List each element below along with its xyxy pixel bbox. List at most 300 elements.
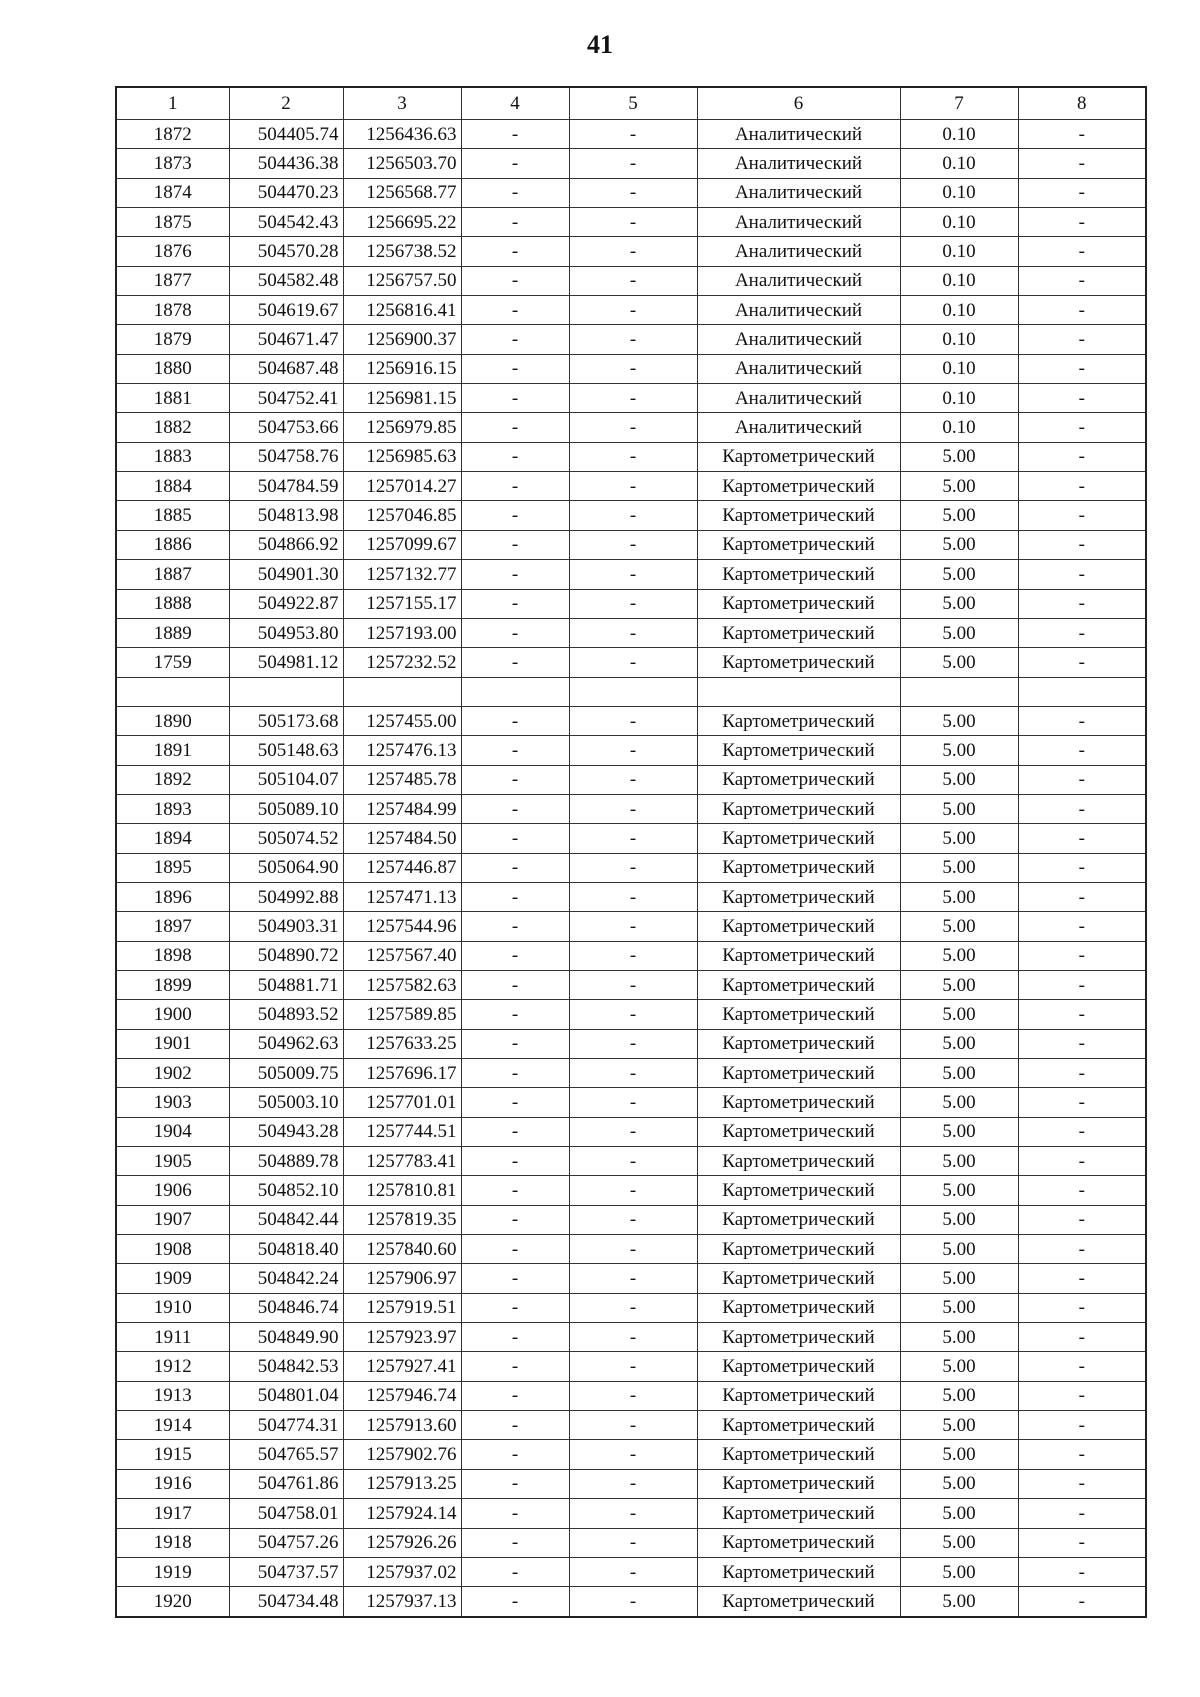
table-cell: - [569, 1029, 697, 1058]
table-cell: 1256900.37 [343, 325, 461, 354]
table-cell: - [569, 296, 697, 325]
table-cell: - [461, 1587, 569, 1617]
table-cell: 1912 [116, 1352, 229, 1381]
table-cell: - [569, 1557, 697, 1586]
table-cell: 504943.28 [229, 1117, 343, 1146]
table-cell: - [1018, 178, 1146, 207]
table-cell: - [569, 706, 697, 735]
table-cell: 1257810.81 [343, 1176, 461, 1205]
table-cell: Картометрический [697, 970, 900, 999]
table-cell: - [569, 1499, 697, 1528]
table-cell: 5.00 [900, 853, 1018, 882]
table-cell: 505173.68 [229, 706, 343, 735]
table-cell: Картометрический [697, 1147, 900, 1176]
table-cell: - [1018, 1528, 1146, 1557]
table-cell: 1257582.63 [343, 970, 461, 999]
column-header: 1 [116, 87, 229, 120]
table-cell: - [1018, 1352, 1146, 1381]
table-cell [900, 677, 1018, 706]
table-cell: - [569, 325, 697, 354]
table-cell: - [1018, 794, 1146, 823]
table-cell: 5.00 [900, 1440, 1018, 1469]
table-cell: 5.00 [900, 941, 1018, 970]
table-cell: 5.00 [900, 530, 1018, 559]
table-cell: Картометрический [697, 824, 900, 853]
table-cell: - [569, 853, 697, 882]
table-cell: 1256981.15 [343, 384, 461, 413]
table-cell: Картометрический [697, 1587, 900, 1617]
table-cell: Аналитический [697, 266, 900, 295]
table-cell: - [461, 824, 569, 853]
table-cell: 504784.59 [229, 472, 343, 501]
table-cell: - [461, 970, 569, 999]
column-header: 6 [697, 87, 900, 120]
table-cell: - [569, 413, 697, 442]
table-cell: Картометрический [697, 1117, 900, 1146]
table-cell: Аналитический [697, 413, 900, 442]
table-cell: 1257913.25 [343, 1469, 461, 1498]
table-cell: Картометрический [697, 1352, 900, 1381]
table-cell: Картометрический [697, 501, 900, 530]
table-cell: 1904 [116, 1117, 229, 1146]
table-cell: Картометрический [697, 560, 900, 589]
table-cell: - [569, 1235, 697, 1264]
table-cell: Картометрический [697, 442, 900, 471]
table-cell: 504734.48 [229, 1587, 343, 1617]
table-cell: - [461, 1440, 569, 1469]
table-cell: - [461, 1147, 569, 1176]
table-cell: 1257046.85 [343, 501, 461, 530]
table-cell: 504753.66 [229, 413, 343, 442]
table-cell: 505003.10 [229, 1088, 343, 1117]
table-cell: - [461, 941, 569, 970]
table-cell: - [1018, 384, 1146, 413]
table-cell: - [1018, 1499, 1146, 1528]
table-cell: - [461, 1557, 569, 1586]
table-cell: - [569, 384, 697, 413]
table-cell: - [461, 354, 569, 383]
table-row [116, 530, 1146, 559]
table-cell: - [461, 1088, 569, 1117]
table-cell: 504470.23 [229, 178, 343, 207]
table-cell: 1885 [116, 501, 229, 530]
table-cell: 505089.10 [229, 794, 343, 823]
table-cell: 1257132.77 [343, 560, 461, 589]
table-row [116, 384, 1146, 413]
table-cell: - [1018, 618, 1146, 647]
table-cell: 5.00 [900, 1205, 1018, 1234]
table-cell: 1906 [116, 1176, 229, 1205]
table-cell: 5.00 [900, 648, 1018, 677]
table-cell: - [569, 1528, 697, 1557]
table-cell: - [569, 1381, 697, 1410]
table-row [116, 1411, 1146, 1440]
table-cell: Картометрический [697, 1411, 900, 1440]
table-cell: 504818.40 [229, 1235, 343, 1264]
table-cell: 5.00 [900, 1147, 1018, 1176]
table-cell: Картометрический [697, 1029, 900, 1058]
table-cell: 1887 [116, 560, 229, 589]
table-cell: 1907 [116, 1205, 229, 1234]
table-cell: 1256436.63 [343, 120, 461, 149]
table-cell: 1257902.76 [343, 1440, 461, 1469]
table-cell [697, 677, 900, 706]
table-cell: 1915 [116, 1440, 229, 1469]
table-cell: - [569, 501, 697, 530]
table-cell: 1913 [116, 1381, 229, 1410]
table-cell: 504757.26 [229, 1528, 343, 1557]
table-cell: 1257099.67 [343, 530, 461, 559]
table-cell: - [461, 560, 569, 589]
table-cell: 1911 [116, 1323, 229, 1352]
table-row [116, 1059, 1146, 1088]
table-cell: 504893.52 [229, 1000, 343, 1029]
table-row [116, 1352, 1146, 1381]
table-cell: Картометрический [697, 1088, 900, 1117]
table-cell: - [1018, 853, 1146, 882]
coordinates-table [115, 86, 1147, 1618]
table-cell: Картометрический [697, 1528, 900, 1557]
table-cell: 5.00 [900, 1000, 1018, 1029]
table-cell: - [569, 1587, 697, 1617]
table-cell: - [1018, 1587, 1146, 1617]
table-cell: 1257471.13 [343, 882, 461, 911]
table-cell: 1882 [116, 413, 229, 442]
table-cell: 0.10 [900, 384, 1018, 413]
table-cell: 5.00 [900, 736, 1018, 765]
table-cell: 1257589.85 [343, 1000, 461, 1029]
table-cell: 5.00 [900, 589, 1018, 618]
table-cell [1018, 677, 1146, 706]
table-cell: - [1018, 1176, 1146, 1205]
table-cell: - [1018, 237, 1146, 266]
table-cell: 504962.63 [229, 1029, 343, 1058]
table-cell: - [569, 560, 697, 589]
table-row [116, 1499, 1146, 1528]
table-cell: 504582.48 [229, 266, 343, 295]
table-cell: - [1018, 1235, 1146, 1264]
table-row [116, 736, 1146, 765]
table-row [116, 794, 1146, 823]
table-cell: Аналитический [697, 149, 900, 178]
table-cell: - [569, 1147, 697, 1176]
table-cell: 5.00 [900, 618, 1018, 647]
table-cell: 5.00 [900, 1587, 1018, 1617]
table-cell: 1892 [116, 765, 229, 794]
table-cell: 1256979.85 [343, 413, 461, 442]
table-cell: - [569, 648, 697, 677]
table-cell: - [1018, 912, 1146, 941]
table-cell: 1899 [116, 970, 229, 999]
column-header: 4 [461, 87, 569, 120]
table-cell: - [461, 1469, 569, 1498]
table-cell: 1257926.26 [343, 1528, 461, 1557]
table-cell: 5.00 [900, 1235, 1018, 1264]
table-cell: 1256503.70 [343, 149, 461, 178]
table-cell: - [569, 1323, 697, 1352]
table-cell: 1257484.50 [343, 824, 461, 853]
table-cell: - [1018, 1059, 1146, 1088]
table-cell: - [1018, 442, 1146, 471]
table-cell: 1900 [116, 1000, 229, 1029]
table-cell: - [461, 472, 569, 501]
table-cell: - [1018, 1088, 1146, 1117]
table-cell: Картометрический [697, 1440, 900, 1469]
table-row [116, 1323, 1146, 1352]
table-cell: 504846.74 [229, 1293, 343, 1322]
table-cell: 5.00 [900, 1176, 1018, 1205]
table-row [116, 560, 1146, 589]
table-cell: - [1018, 149, 1146, 178]
table-cell: 1902 [116, 1059, 229, 1088]
table-cell: - [569, 178, 697, 207]
table-cell: Картометрический [697, 1205, 900, 1234]
table-cell: - [1018, 1117, 1146, 1146]
table-cell: 5.00 [900, 1557, 1018, 1586]
table-cell: 1919 [116, 1557, 229, 1586]
table-cell: - [1018, 736, 1146, 765]
table-cell: 0.10 [900, 237, 1018, 266]
table-cell: 505104.07 [229, 765, 343, 794]
table-cell: 505148.63 [229, 736, 343, 765]
table-cell: - [569, 1176, 697, 1205]
table-row [116, 1088, 1146, 1117]
table-cell: Картометрический [697, 1176, 900, 1205]
table-cell: 1257937.13 [343, 1587, 461, 1617]
table-cell: - [1018, 1264, 1146, 1293]
table-cell [569, 677, 697, 706]
table-cell: 504981.12 [229, 648, 343, 677]
table-cell: - [461, 1381, 569, 1410]
table-cell: 5.00 [900, 501, 1018, 530]
table-cell: 504953.80 [229, 618, 343, 647]
table-cell: 0.10 [900, 266, 1018, 295]
table-cell: 504992.88 [229, 882, 343, 911]
table-cell: Аналитический [697, 325, 900, 354]
table-cell: - [461, 912, 569, 941]
table-cell: 1257924.14 [343, 1499, 461, 1528]
table-cell: 1257927.41 [343, 1352, 461, 1381]
table-body [116, 87, 1146, 1617]
table-row [116, 618, 1146, 647]
table-cell: 1257446.87 [343, 853, 461, 882]
table-cell: 5.00 [900, 1029, 1018, 1058]
table-cell: 5.00 [900, 1411, 1018, 1440]
table-cell: 1898 [116, 941, 229, 970]
table-cell: 1880 [116, 354, 229, 383]
table-row [116, 266, 1146, 295]
table-cell: Картометрический [697, 1557, 900, 1586]
table-cell: Аналитический [697, 178, 900, 207]
table-cell: 504842.53 [229, 1352, 343, 1381]
table-cell: - [1018, 413, 1146, 442]
table-row [116, 1264, 1146, 1293]
table-cell: Картометрический [697, 1499, 900, 1528]
table-cell: - [1018, 501, 1146, 530]
table-cell: - [1018, 266, 1146, 295]
table-cell: Картометрический [697, 736, 900, 765]
table-cell: 1257633.25 [343, 1029, 461, 1058]
table-cell: 1877 [116, 266, 229, 295]
table-cell: 504901.30 [229, 560, 343, 589]
table-cell: 1890 [116, 706, 229, 735]
table-cell: 1891 [116, 736, 229, 765]
table-cell: 1879 [116, 325, 229, 354]
table-cell: - [569, 589, 697, 618]
table-cell: - [1018, 1000, 1146, 1029]
table-cell: 5.00 [900, 1499, 1018, 1528]
table-cell [116, 677, 229, 706]
table-cell: 1910 [116, 1293, 229, 1322]
table-cell [229, 677, 343, 706]
table-cell: 504436.38 [229, 149, 343, 178]
table-cell: 0.10 [900, 296, 1018, 325]
table-cell: 1257919.51 [343, 1293, 461, 1322]
table-cell: 0.10 [900, 149, 1018, 178]
table-cell: 1759 [116, 648, 229, 677]
table-cell: 5.00 [900, 442, 1018, 471]
table-cell: 504758.01 [229, 1499, 343, 1528]
table-cell: Картометрический [697, 1000, 900, 1029]
table-cell: 5.00 [900, 794, 1018, 823]
table-cell: 5.00 [900, 1352, 1018, 1381]
table-cell [461, 677, 569, 706]
table-cell: Картометрический [697, 1469, 900, 1498]
table-cell: 1883 [116, 442, 229, 471]
table-cell: 1257701.01 [343, 1088, 461, 1117]
table-row [116, 1000, 1146, 1029]
table-cell: 1257193.00 [343, 618, 461, 647]
table-cell: - [461, 648, 569, 677]
table-cell: 504903.31 [229, 912, 343, 941]
table-cell: - [461, 736, 569, 765]
table-cell: - [461, 1176, 569, 1205]
table-cell: 1884 [116, 472, 229, 501]
table-cell: Аналитический [697, 296, 900, 325]
table-row [116, 413, 1146, 442]
table-cell: - [569, 208, 697, 237]
table-cell: 5.00 [900, 1088, 1018, 1117]
table-cell: - [461, 618, 569, 647]
table-cell: 1257544.96 [343, 912, 461, 941]
table-cell: 1894 [116, 824, 229, 853]
table-cell: - [461, 266, 569, 295]
table-cell: - [569, 1469, 697, 1498]
table-row [116, 208, 1146, 237]
table-cell: 505074.52 [229, 824, 343, 853]
table-cell: - [461, 1059, 569, 1088]
table-cell: 505064.90 [229, 853, 343, 882]
table-cell: 1257946.74 [343, 1381, 461, 1410]
table-cell: Картометрический [697, 1235, 900, 1264]
table-row [116, 501, 1146, 530]
table-cell: - [1018, 530, 1146, 559]
table-cell: - [1018, 1469, 1146, 1498]
table-row [116, 941, 1146, 970]
table-cell: - [569, 149, 697, 178]
table-cell: - [461, 1029, 569, 1058]
table-row [116, 296, 1146, 325]
table-cell: 1895 [116, 853, 229, 882]
table-row [116, 677, 1146, 706]
table-row [116, 1117, 1146, 1146]
table-cell: 1878 [116, 296, 229, 325]
table-cell: - [1018, 1029, 1146, 1058]
table-cell: - [461, 1117, 569, 1146]
table-cell: 5.00 [900, 912, 1018, 941]
table-cell: 504889.78 [229, 1147, 343, 1176]
table-cell: 1256985.63 [343, 442, 461, 471]
table-row [116, 472, 1146, 501]
table-cell: - [461, 1323, 569, 1352]
table-cell: Картометрический [697, 1381, 900, 1410]
table-cell: - [1018, 120, 1146, 149]
table-row [116, 853, 1146, 882]
table-cell: - [461, 794, 569, 823]
table-cell: 504890.72 [229, 941, 343, 970]
column-header: 8 [1018, 87, 1146, 120]
table-cell [343, 677, 461, 706]
table-header-row [116, 87, 1146, 120]
table-cell: 5.00 [900, 1117, 1018, 1146]
table-cell: 1257744.51 [343, 1117, 461, 1146]
table-cell: 1257455.00 [343, 706, 461, 735]
table-cell: - [1018, 882, 1146, 911]
table-cell: Картометрический [697, 589, 900, 618]
table-cell: 5.00 [900, 1059, 1018, 1088]
table-row [116, 1205, 1146, 1234]
table-cell: Картометрический [697, 941, 900, 970]
table-cell: - [569, 1205, 697, 1234]
table-cell: 1881 [116, 384, 229, 413]
column-header: 2 [229, 87, 343, 120]
table-cell: 0.10 [900, 354, 1018, 383]
table-cell: 504761.86 [229, 1469, 343, 1498]
table-cell: - [1018, 296, 1146, 325]
table-cell: - [569, 442, 697, 471]
table-cell: Картометрический [697, 530, 900, 559]
table-cell: 504671.47 [229, 325, 343, 354]
table-row [116, 882, 1146, 911]
table-cell: - [1018, 824, 1146, 853]
table-cell: - [461, 413, 569, 442]
table-cell: 1903 [116, 1088, 229, 1117]
table-cell: - [569, 794, 697, 823]
table-cell: 1257819.35 [343, 1205, 461, 1234]
table-cell: - [1018, 765, 1146, 794]
table-cell: - [1018, 325, 1146, 354]
table-cell: 504542.43 [229, 208, 343, 237]
table-cell: 504405.74 [229, 120, 343, 149]
table-cell: 1256738.52 [343, 237, 461, 266]
table-cell: 1256695.22 [343, 208, 461, 237]
table-row [116, 325, 1146, 354]
table-cell: Картометрический [697, 706, 900, 735]
table-row [116, 1587, 1146, 1617]
table-cell: 1257014.27 [343, 472, 461, 501]
table-cell: 1908 [116, 1235, 229, 1264]
table-cell: - [1018, 1293, 1146, 1322]
table-cell: - [1018, 589, 1146, 618]
table-row [116, 1381, 1146, 1410]
table-cell: 504852.10 [229, 1176, 343, 1205]
table-row [116, 1557, 1146, 1586]
table-cell: 504801.04 [229, 1381, 343, 1410]
table-cell: 5.00 [900, 1528, 1018, 1557]
table-cell: - [569, 120, 697, 149]
table-row [116, 354, 1146, 383]
table-cell: - [569, 736, 697, 765]
